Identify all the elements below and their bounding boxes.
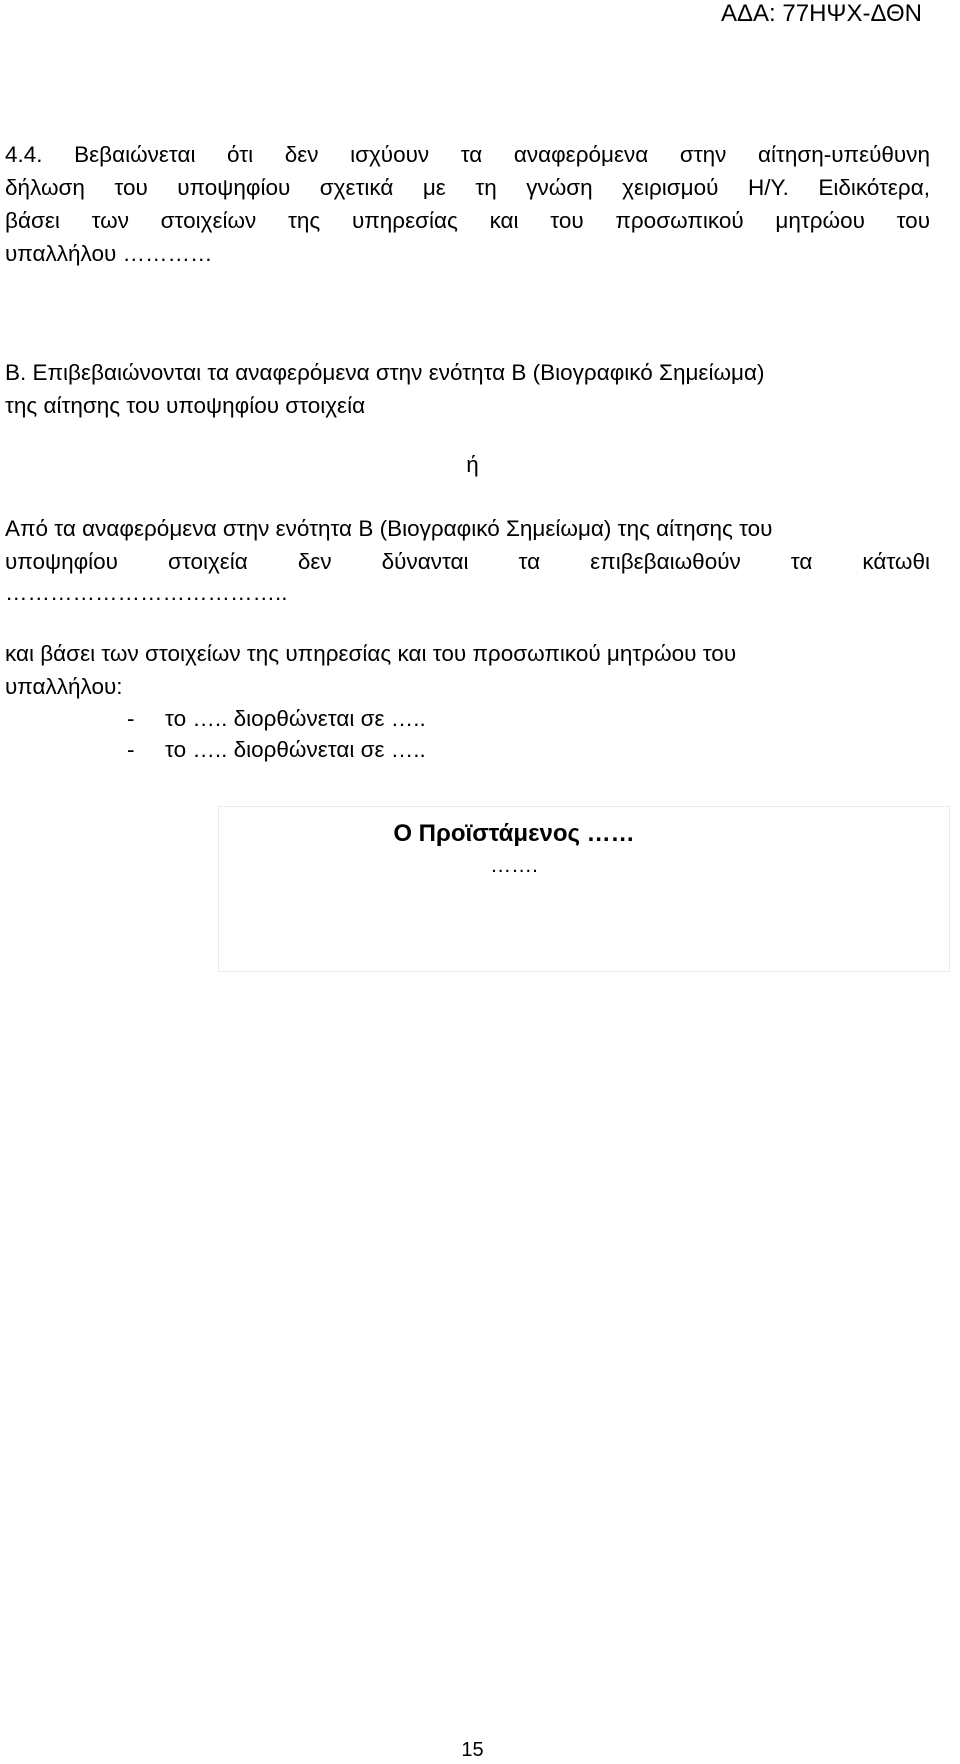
paragraph-line: της αίτησης του υποψηφίου στοιχεία (5, 393, 366, 418)
page-number: 15 (461, 1739, 484, 1761)
paragraph-line: βάσει των στοιχείων της υπηρεσίας και του προσωπικού μητρώου του (5, 208, 930, 233)
paragraph-line: Β. Επιβεβαιώνονται τα αναφερόμενα στην ενότητα Β (Βιογραφικό Σημείωμα) (5, 360, 765, 385)
section-b-alternative-paragraph (5, 512, 930, 578)
or-separator: ή (466, 452, 479, 477)
paragraph-line: υπαλλήλου: (5, 674, 123, 699)
paragraph-line: και βάσει των στοιχείων της υπηρεσίας και του προσωπικού μητρώου του (5, 641, 737, 666)
service-records-paragraph (5, 637, 930, 703)
correction-text: το ….. διορθώνεται σε ….. (165, 737, 426, 762)
paragraph-line: υποψηφίου στοιχεία δεν δύνανται τα επιβεβαιωθούν τα κάτωθι (5, 549, 930, 574)
list-dash: - (127, 706, 135, 731)
correction-text: το ….. διορθώνεται σε ….. (165, 706, 426, 731)
fill-in-dots: ……………………………….. (5, 580, 288, 605)
signature-box (218, 806, 950, 972)
signature-dots: ……. (490, 854, 538, 877)
section-b-paragraph (5, 356, 930, 422)
supervisor-title: Ο Προϊστάμενος …… (393, 820, 635, 847)
paragraph-line: 4.4. Βεβαιώνεται ότι δεν ισχύουν τα αναφερόμενα στην αίτηση-υπεύθυνη (5, 142, 930, 167)
paragraph-line: Από τα αναφερόμενα στην ενότητα Β (Βιογραφικό Σημείωμα) της αίτησης του (5, 516, 773, 541)
paragraph-line: υπαλλήλου ………… (5, 241, 213, 266)
section-4-4-paragraph (5, 138, 930, 270)
list-dash: - (127, 737, 135, 762)
paragraph-line: δήλωση του υποψηφίου σχετικά με τη γνώση χειρισμού Η/Υ. Ειδικότερα, (5, 175, 930, 200)
ada-code: ΑΔΑ: 77ΗΨΧ-ΔΘΝ (721, 0, 922, 27)
